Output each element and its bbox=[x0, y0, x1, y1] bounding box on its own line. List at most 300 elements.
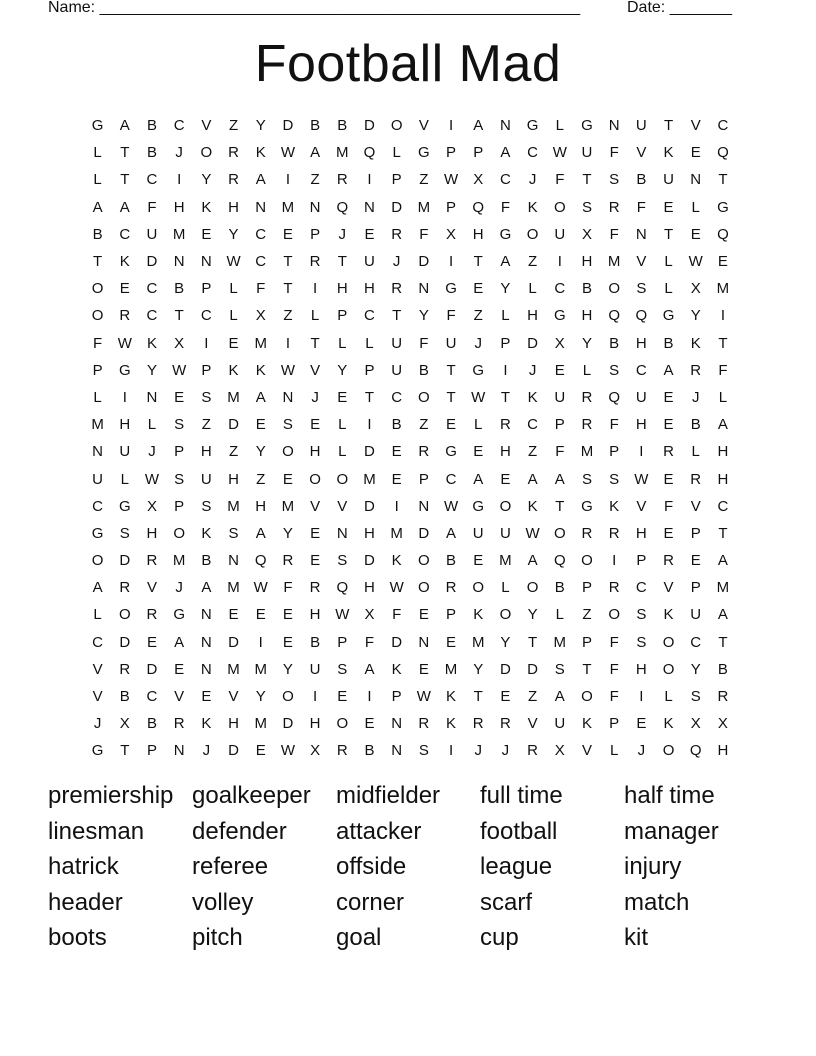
grid-letter: S bbox=[636, 633, 647, 651]
grid-letter: W bbox=[253, 579, 268, 597]
grid-letter: I bbox=[448, 117, 454, 135]
grid-letter: U bbox=[554, 388, 566, 406]
grid-letter: A bbox=[527, 470, 538, 488]
grid-letter: L bbox=[501, 307, 510, 325]
grid-letter: Q bbox=[717, 225, 729, 243]
grid-letter: I bbox=[258, 633, 263, 651]
grid-letter: J bbox=[691, 388, 700, 406]
date-field-label: Date: _______ bbox=[627, 0, 732, 16]
grid-letter: T bbox=[283, 280, 293, 298]
word-list-item: linesman bbox=[48, 817, 145, 845]
grid-letter: X bbox=[119, 715, 130, 733]
grid-letter: S bbox=[609, 470, 620, 488]
grid-letter: O bbox=[282, 443, 294, 461]
grid-letter: G bbox=[445, 443, 457, 461]
word-list-item: cup bbox=[480, 924, 519, 952]
grid-letter: P bbox=[554, 416, 565, 434]
grid-letter: B bbox=[174, 280, 185, 298]
word-list-item: corner bbox=[336, 888, 405, 916]
grid-letter: X bbox=[473, 171, 484, 189]
grid-letter: P bbox=[391, 171, 402, 189]
grid-letter: M bbox=[363, 470, 376, 488]
grid-letter: D bbox=[364, 117, 375, 135]
word-list-item: header bbox=[48, 888, 123, 916]
grid-letter: E bbox=[418, 606, 429, 624]
grid-letter: Y bbox=[146, 361, 157, 379]
grid-letter: W bbox=[634, 470, 649, 488]
grid-letter: J bbox=[202, 742, 211, 760]
grid-letter: N bbox=[635, 225, 647, 243]
grid-letter: G bbox=[418, 144, 430, 162]
grid-letter: J bbox=[311, 388, 319, 406]
grid-letter: I bbox=[285, 171, 290, 189]
grid-letter: H bbox=[336, 280, 348, 298]
name-field-label: Name: ______________________________________________________ bbox=[48, 0, 581, 16]
grid-letter: L bbox=[229, 280, 238, 298]
grid-letter: O bbox=[526, 579, 539, 597]
grid-letter: E bbox=[255, 416, 266, 434]
grid-letter: B bbox=[391, 416, 402, 434]
grid-letter: U bbox=[690, 606, 702, 624]
grid-letter: R bbox=[581, 416, 593, 434]
grid-letter: B bbox=[609, 334, 620, 352]
grid-letter: P bbox=[690, 579, 701, 597]
grid-letter: A bbox=[174, 633, 185, 651]
grid-letter: Z bbox=[310, 171, 320, 189]
grid-letter: L bbox=[664, 688, 673, 706]
grid-letter: N bbox=[364, 198, 375, 216]
grid-letter: N bbox=[200, 633, 212, 651]
grid-letter: O bbox=[662, 633, 675, 651]
grid-letter: U bbox=[554, 715, 566, 733]
grid-letter: V bbox=[310, 497, 321, 515]
grid-letter: G bbox=[91, 742, 104, 760]
grid-letter: R bbox=[309, 579, 321, 597]
grid-letter: A bbox=[500, 144, 511, 162]
grid-letter: A bbox=[92, 198, 103, 216]
grid-letter: O bbox=[418, 552, 430, 570]
grid-letter: P bbox=[174, 497, 185, 515]
grid-letter: T bbox=[663, 117, 674, 135]
grid-letter: O bbox=[173, 524, 185, 542]
grid-letter: L bbox=[338, 443, 347, 461]
header-line bbox=[48, 0, 748, 18]
grid-letter: M bbox=[417, 198, 431, 216]
grid-letter: Q bbox=[363, 144, 376, 162]
grid-letter: A bbox=[717, 552, 728, 570]
grid-letter: U bbox=[119, 443, 131, 461]
grid-letter: H bbox=[173, 198, 185, 216]
grid-letter: Q bbox=[553, 552, 566, 570]
grid-letter: P bbox=[174, 443, 185, 461]
grid-letter: C bbox=[445, 470, 457, 488]
grid-letter: C bbox=[173, 117, 185, 135]
grid-letter: L bbox=[691, 443, 700, 461]
grid-letter: A bbox=[119, 117, 130, 135]
grid-letter: B bbox=[554, 579, 565, 597]
grid-letter: L bbox=[528, 280, 537, 298]
grid-letter: M bbox=[281, 497, 295, 515]
grid-letter: A bbox=[255, 171, 266, 189]
grid-letter: U bbox=[635, 388, 647, 406]
grid-letter: N bbox=[336, 524, 348, 542]
grid-letter: A bbox=[364, 660, 375, 678]
grid-letter: I bbox=[720, 307, 725, 325]
grid-letter: H bbox=[527, 307, 539, 325]
grid-letter: Z bbox=[528, 688, 538, 706]
grid-letter: I bbox=[503, 361, 508, 379]
grid-letter: A bbox=[255, 388, 266, 406]
grid-letter: J bbox=[338, 225, 347, 243]
grid-letter: C bbox=[391, 388, 403, 406]
grid-letter: S bbox=[174, 416, 185, 434]
grid-letter: I bbox=[285, 334, 290, 352]
grid-letter: B bbox=[92, 225, 103, 243]
grid-letter: T bbox=[718, 334, 728, 352]
grid-letter: V bbox=[92, 688, 103, 706]
grid-letter: F bbox=[93, 334, 103, 352]
grid-letter: C bbox=[146, 171, 158, 189]
grid-letter: T bbox=[446, 388, 456, 406]
grid-letter: N bbox=[282, 388, 294, 406]
grid-letter: H bbox=[200, 443, 212, 461]
grid-letter: F bbox=[283, 579, 293, 597]
grid-letter: H bbox=[146, 524, 158, 542]
grid-letter: I bbox=[394, 497, 399, 515]
grid-letter: M bbox=[227, 579, 240, 597]
grid-letter: N bbox=[255, 198, 267, 216]
grid-letter: R bbox=[690, 470, 702, 488]
grid-letter: F bbox=[555, 443, 565, 461]
grid-letter: B bbox=[446, 552, 457, 570]
grid-letter: C bbox=[119, 225, 131, 243]
grid-letter: J bbox=[501, 742, 510, 760]
grid-letter: E bbox=[282, 633, 293, 651]
grid-letter: L bbox=[392, 144, 401, 162]
grid-letter: E bbox=[473, 443, 484, 461]
grid-letter: H bbox=[309, 443, 321, 461]
grid-letter: H bbox=[228, 470, 239, 488]
grid-letter: Z bbox=[256, 470, 266, 488]
grid-letter: D bbox=[418, 524, 430, 542]
grid-letter: R bbox=[499, 715, 511, 733]
grid-letter: I bbox=[122, 388, 127, 406]
grid-letter: K bbox=[201, 715, 212, 733]
grid-letter: P bbox=[446, 606, 457, 624]
grid-letter: E bbox=[663, 198, 674, 216]
word-list-item: defender bbox=[192, 817, 287, 845]
grid-letter: Y bbox=[473, 660, 484, 678]
grid-letter: D bbox=[499, 660, 511, 678]
grid-letter: N bbox=[309, 198, 321, 216]
grid-letter: Q bbox=[254, 552, 267, 570]
grid-letter: L bbox=[120, 470, 129, 488]
grid-letter: P bbox=[581, 633, 592, 651]
grid-letter: I bbox=[177, 171, 182, 189]
grid-letter: T bbox=[446, 361, 456, 379]
grid-letter: A bbox=[446, 524, 457, 542]
grid-letter: B bbox=[717, 660, 728, 678]
grid-letter: F bbox=[609, 688, 619, 706]
grid-letter: A bbox=[119, 198, 130, 216]
grid-letter: W bbox=[144, 470, 160, 488]
grid-letter: W bbox=[117, 334, 132, 352]
grid-letter: B bbox=[201, 552, 212, 570]
grid-letter: M bbox=[716, 280, 730, 298]
grid-letter: E bbox=[690, 225, 701, 243]
grid-letter: C bbox=[499, 171, 511, 189]
grid-letter: H bbox=[119, 416, 131, 434]
grid-letter: W bbox=[525, 524, 540, 542]
grid-letter: R bbox=[445, 579, 457, 597]
grid-letter: D bbox=[527, 334, 539, 352]
grid-letter: W bbox=[280, 361, 295, 379]
grid-letter: N bbox=[499, 117, 511, 135]
grid-letter: B bbox=[119, 688, 130, 706]
grid-letter: A bbox=[554, 470, 565, 488]
word-list-item: goal bbox=[336, 924, 382, 952]
grid-letter: E bbox=[473, 552, 484, 570]
word-list-item: league bbox=[480, 853, 553, 881]
grid-letter: O bbox=[418, 388, 430, 406]
grid-letter: W bbox=[416, 688, 431, 706]
grid-letter: V bbox=[146, 579, 157, 597]
grid-letter: P bbox=[391, 688, 402, 706]
grid-letter: P bbox=[636, 552, 647, 570]
grid-letter: R bbox=[499, 416, 511, 434]
grid-letter: T bbox=[555, 497, 565, 515]
grid-letter: O bbox=[662, 742, 675, 760]
grid-letter: M bbox=[172, 552, 186, 570]
grid-letter: E bbox=[690, 144, 701, 162]
grid-letter: U bbox=[445, 334, 457, 352]
grid-letter: W bbox=[280, 742, 295, 760]
grid-letter: E bbox=[500, 688, 511, 706]
word-list-item: hatrick bbox=[48, 853, 119, 881]
grid-letter: O bbox=[662, 660, 675, 678]
grid-letter: Q bbox=[336, 579, 349, 597]
grid-letter: L bbox=[474, 416, 483, 434]
grid-letter: E bbox=[663, 416, 674, 434]
grid-letter: T bbox=[120, 171, 130, 189]
grid-letter: F bbox=[609, 633, 619, 651]
grid-letter: E bbox=[364, 715, 375, 733]
grid-letter: C bbox=[635, 579, 647, 597]
grid-letter: J bbox=[474, 742, 482, 760]
grid-letter: O bbox=[309, 470, 321, 488]
grid-letter: R bbox=[608, 524, 620, 542]
grid-letter: W bbox=[226, 253, 241, 271]
grid-letter: R bbox=[391, 280, 403, 298]
grid-letter: H bbox=[635, 524, 647, 542]
grid-letter: R bbox=[146, 606, 158, 624]
grid-letter: R bbox=[119, 307, 131, 325]
grid-letter: R bbox=[608, 198, 620, 216]
grid-letter: G bbox=[581, 117, 593, 135]
grid-letter: F bbox=[256, 280, 266, 298]
grid-letter: Z bbox=[228, 443, 239, 461]
grid-letter: L bbox=[93, 171, 102, 189]
word-list-item: football bbox=[480, 817, 558, 845]
grid-letter: R bbox=[119, 660, 131, 678]
grid-letter: D bbox=[282, 117, 294, 135]
grid-letter: S bbox=[690, 688, 701, 706]
grid-letter: A bbox=[500, 253, 511, 271]
grid-letter: I bbox=[204, 334, 209, 352]
grid-letter: K bbox=[201, 524, 212, 542]
grid-letter: X bbox=[446, 225, 457, 243]
grid-letter: K bbox=[446, 688, 457, 706]
grid-letter: F bbox=[392, 606, 402, 624]
grid-letter: U bbox=[554, 225, 566, 243]
grid-letter: C bbox=[146, 307, 158, 325]
grid-letter: Z bbox=[528, 443, 538, 461]
grid-letter: W bbox=[688, 253, 703, 271]
grid-letter: U bbox=[581, 144, 593, 162]
grid-letter: E bbox=[636, 715, 647, 733]
grid-letter: O bbox=[608, 606, 620, 624]
grid-letter: S bbox=[337, 660, 348, 678]
grid-letter: P bbox=[201, 280, 212, 298]
grid-letter: F bbox=[609, 225, 619, 243]
grid-letter: C bbox=[255, 225, 267, 243]
grid-letter: F bbox=[147, 198, 157, 216]
grid-letter: G bbox=[717, 198, 729, 216]
grid-letter: J bbox=[93, 715, 102, 733]
grid-letter: V bbox=[636, 253, 647, 271]
grid-letter: L bbox=[664, 253, 673, 271]
grid-letter: E bbox=[201, 225, 212, 243]
grid-letter: D bbox=[364, 497, 375, 515]
grid-letter: I bbox=[448, 742, 454, 760]
grid-letter: F bbox=[419, 225, 429, 243]
grid-letter: J bbox=[637, 742, 646, 760]
grid-letter: P bbox=[337, 633, 348, 651]
grid-letter: K bbox=[228, 361, 239, 379]
grid-letter: E bbox=[201, 688, 212, 706]
grid-letter: U bbox=[92, 470, 104, 488]
grid-letter: P bbox=[337, 307, 348, 325]
grid-letter: N bbox=[92, 443, 104, 461]
grid-letter: S bbox=[636, 606, 647, 624]
grid-letter: E bbox=[310, 524, 321, 542]
grid-letter: E bbox=[500, 470, 511, 488]
grid-letter: Z bbox=[201, 416, 211, 434]
grid-letter: N bbox=[391, 742, 403, 760]
grid-letter: T bbox=[364, 388, 375, 406]
grid-letter: V bbox=[201, 117, 212, 135]
grid-letter: H bbox=[717, 470, 729, 488]
grid-letter: S bbox=[581, 470, 592, 488]
grid-letter: V bbox=[636, 497, 647, 515]
grid-letter: A bbox=[310, 144, 321, 162]
grid-letter: E bbox=[282, 606, 293, 624]
grid-letter: S bbox=[119, 524, 130, 542]
grid-letter: E bbox=[228, 606, 239, 624]
grid-letter: S bbox=[581, 198, 592, 216]
grid-letter: M bbox=[390, 524, 403, 542]
grid-letter: K bbox=[663, 144, 674, 162]
grid-letter: D bbox=[146, 253, 158, 271]
grid-letter: S bbox=[201, 388, 212, 406]
grid-letter: K bbox=[663, 715, 674, 733]
grid-letter: R bbox=[581, 388, 593, 406]
grid-letter: W bbox=[443, 171, 459, 189]
grid-letter: U bbox=[391, 361, 403, 379]
grid-letter: O bbox=[526, 225, 539, 243]
grid-letter: D bbox=[119, 633, 131, 651]
grid-letter: S bbox=[201, 497, 212, 515]
grid-letter: F bbox=[609, 144, 619, 162]
grid-letter: N bbox=[391, 715, 403, 733]
grid-letter: E bbox=[282, 225, 293, 243]
grid-letter: B bbox=[146, 117, 157, 135]
grid-letter: I bbox=[367, 688, 372, 706]
grid-letter: T bbox=[174, 307, 184, 325]
grid-letter: M bbox=[607, 253, 621, 271]
grid-letter: R bbox=[472, 715, 484, 733]
grid-letter: Z bbox=[528, 253, 538, 271]
grid-letter: P bbox=[310, 225, 321, 243]
grid-letter: R bbox=[418, 715, 430, 733]
grid-letter: D bbox=[418, 253, 430, 271]
grid-letter: N bbox=[228, 552, 239, 570]
grid-letter: H bbox=[499, 443, 511, 461]
grid-letter: B bbox=[690, 416, 701, 434]
grid-letter: D bbox=[282, 715, 294, 733]
grid-letter: A bbox=[201, 579, 212, 597]
grid-letter: N bbox=[200, 660, 212, 678]
grid-letter: G bbox=[118, 361, 131, 379]
grid-letter: E bbox=[337, 388, 348, 406]
grid-letter: Y bbox=[201, 171, 212, 189]
grid-letter: O bbox=[418, 579, 430, 597]
grid-letter: X bbox=[554, 742, 565, 760]
grid-letter: F bbox=[718, 361, 728, 379]
grid-letter: N bbox=[146, 388, 158, 406]
grid-letter: Y bbox=[418, 307, 429, 325]
grid-letter: F bbox=[555, 171, 565, 189]
grid-letter: K bbox=[663, 606, 674, 624]
grid-letter: X bbox=[364, 606, 375, 624]
grid-letter: A bbox=[554, 688, 565, 706]
grid-letter: Z bbox=[419, 416, 429, 434]
grid-letter: O bbox=[608, 280, 620, 298]
grid-letter: S bbox=[418, 742, 429, 760]
grid-letter: R bbox=[663, 443, 674, 461]
grid-letter: B bbox=[310, 633, 321, 651]
grid-letter: G bbox=[472, 361, 485, 379]
grid-letter: M bbox=[580, 443, 594, 461]
word-list-item: volley bbox=[192, 888, 254, 916]
grid-letter: T bbox=[392, 307, 402, 325]
grid-letter: Q bbox=[608, 307, 620, 325]
grid-letter: W bbox=[471, 388, 486, 406]
grid-letter: P bbox=[690, 524, 701, 542]
grid-letter: B bbox=[663, 334, 674, 352]
letter-grid bbox=[84, 112, 737, 765]
grid-letter: A bbox=[473, 470, 484, 488]
grid-letter: K bbox=[527, 198, 538, 216]
grid-letter: V bbox=[636, 144, 647, 162]
grid-letter: U bbox=[635, 117, 647, 135]
grid-letter: L bbox=[310, 307, 320, 325]
grid-letter: E bbox=[174, 388, 185, 406]
word-list-item: referee bbox=[192, 853, 269, 881]
grid-letter: D bbox=[391, 633, 403, 651]
grid-letter: O bbox=[118, 606, 131, 624]
grid-letter: R bbox=[228, 171, 239, 189]
